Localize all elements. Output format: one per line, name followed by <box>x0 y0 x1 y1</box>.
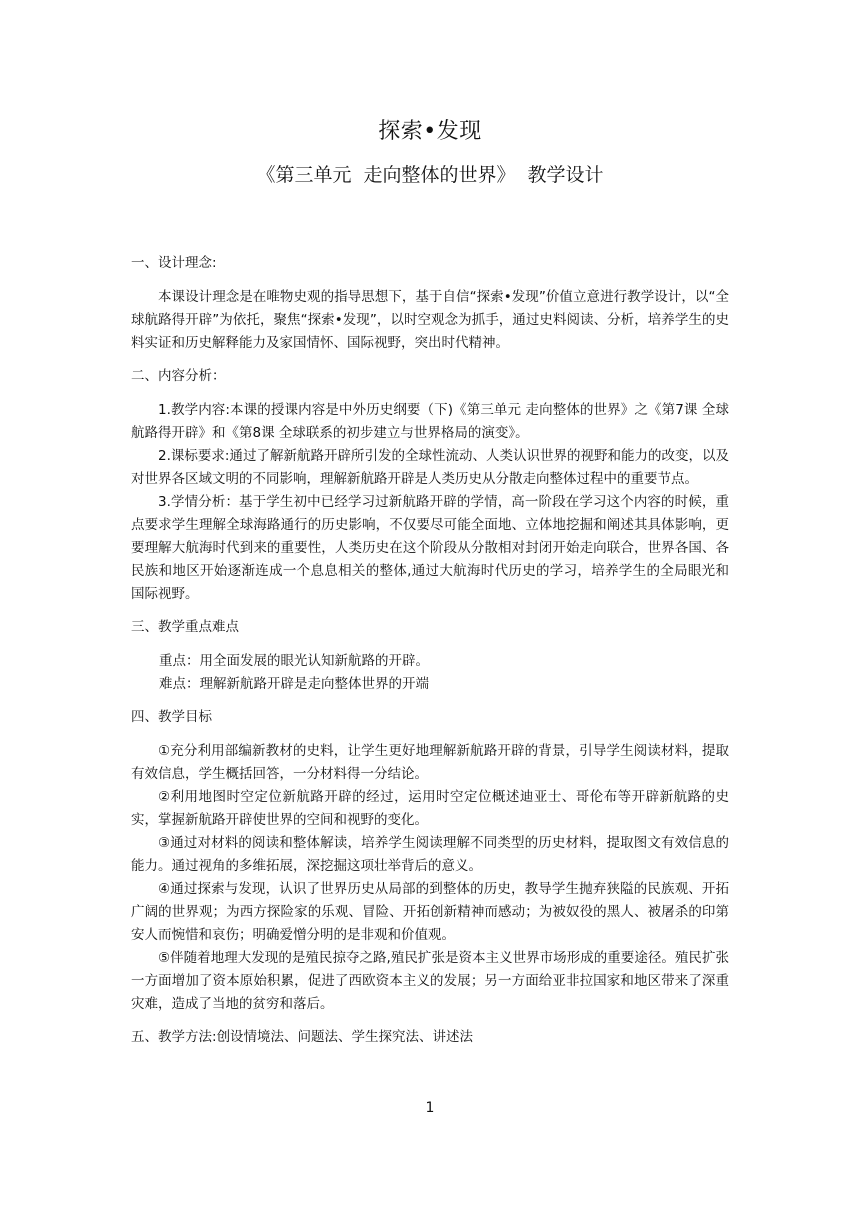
section-heading-content-analysis: 二、内容分析： <box>131 368 226 384</box>
teaching-goal-2: ②利用地图时空定位新航路开辟的经过，运用时空定位概述迪亚士、哥伦布等开辟新航路的史实，掌握新航路开辟使世界的空间和视野的变化。 <box>131 789 729 828</box>
content-analysis-item-3: 3.学情分析：基于学生初中已经学习过新航路开辟的学情，高一阶段在学习这个内容的时候，重点要求学生理解全球海路通行的历史影响，不仅要尽可能全面地、立体地挖掘和阐述其具体影响，更要理解大航海时代到来的重要性，人类历史在这个阶段从分散相对封闭开始走向联合，世界各国、各民族和地区开始逐渐连成一个息息相关的整体,通过大航海时代历史的学习，培养学生的全局眼光和国际视野。 <box>131 494 729 602</box>
design-concept-paragraph: 本课设计理念是在唯物史观的指导思想下，基于自信“探索•发现”价值立意进行教学设计，以“全球航路得开辟”为依托，聚焦“探索•发现”，以时空观念为抓手，通过史料阅读、分析，培养学生的史料实证和历史解释能力及家国情怀、国际视野，突出时代精神。 <box>131 289 729 351</box>
document-subtitle: 《第三单元 走向整体的世界》 教学设计 <box>256 164 604 186</box>
teaching-goal-1: ①充分利用部编新教材的史料，让学生更好地理解新航路开辟的背景，引导学生阅读材料，提取有效信息，学生概括回答，一分材料得一分结论。 <box>131 743 729 782</box>
page-number: 1 <box>425 1100 435 1116</box>
section-heading-design-concept: 一、设计理念: <box>131 255 217 271</box>
content-analysis-item-2: 2.课标要求:通过了解新航路开辟所引发的全球性流动、人类认识世界的视野和能力的改变，以及对世界各区域文明的不同影响，理解新航路开辟是人类历史从分散走向整体过程中的重要节点。 <box>131 448 729 487</box>
content-analysis-item-1: 1.教学内容:本课的授课内容是中外历史纲要（下)《第三单元 走向整体的世界》之《第7课 全球航路得开辟》和《第8课 全球联系的初步建立与世界格局的演变》。 <box>131 402 729 441</box>
section-heading-teaching-goals: 四、教学目标 <box>131 709 212 725</box>
section-teaching-methods <box>131 1026 729 1049</box>
teaching-goal-4: ④通过探索与发现，认识了世界历史从局部的到整体的历史，教导学生抛弃狭隘的民族观、开拓广阔的世界观；为西方探险家的乐观、冒险、开拓创新精神而感动；为被奴役的黑人、被屠杀的印第安人而惋惜和哀伤；明确爱憎分明的是非观和价值观。 <box>131 881 729 943</box>
teaching-goal-3: ③通过对材料的阅读和整体解读，培养学生阅读理解不同类型的历史材料，提取图文有效信息的能力。通过视角的多维拓展，深挖掘这项壮举背后的意义。 <box>131 835 729 874</box>
difficult-point-text: 难点：理解新航路开辟是走向整体世界的开端 <box>159 676 429 692</box>
document-body <box>131 252 729 1049</box>
teaching-goal-5: ⑤伴随着地理大发现的是殖民掠夺之路,殖民扩张是资本主义世界市场形成的重要途径。殖民扩张一方面增加了资本原始积累，促进了西欧资本主义的发展；另一方面给亚非拉国家和地区带来了深重灾难，造成了当地的贫穷和落后。 <box>131 950 729 1012</box>
section-heading-key-points: 三、教学重点难点 <box>131 619 239 635</box>
key-point-text: 重点：用全面发展的眼光认知新航路的开辟。 <box>159 653 429 669</box>
teaching-methods-text: 创设情境法、问题法、学生探究法、讲述法 <box>216 1029 474 1045</box>
section-heading-teaching-methods: 五、教学方法: <box>131 1029 217 1045</box>
document-title: 探索•发现 <box>378 119 482 144</box>
